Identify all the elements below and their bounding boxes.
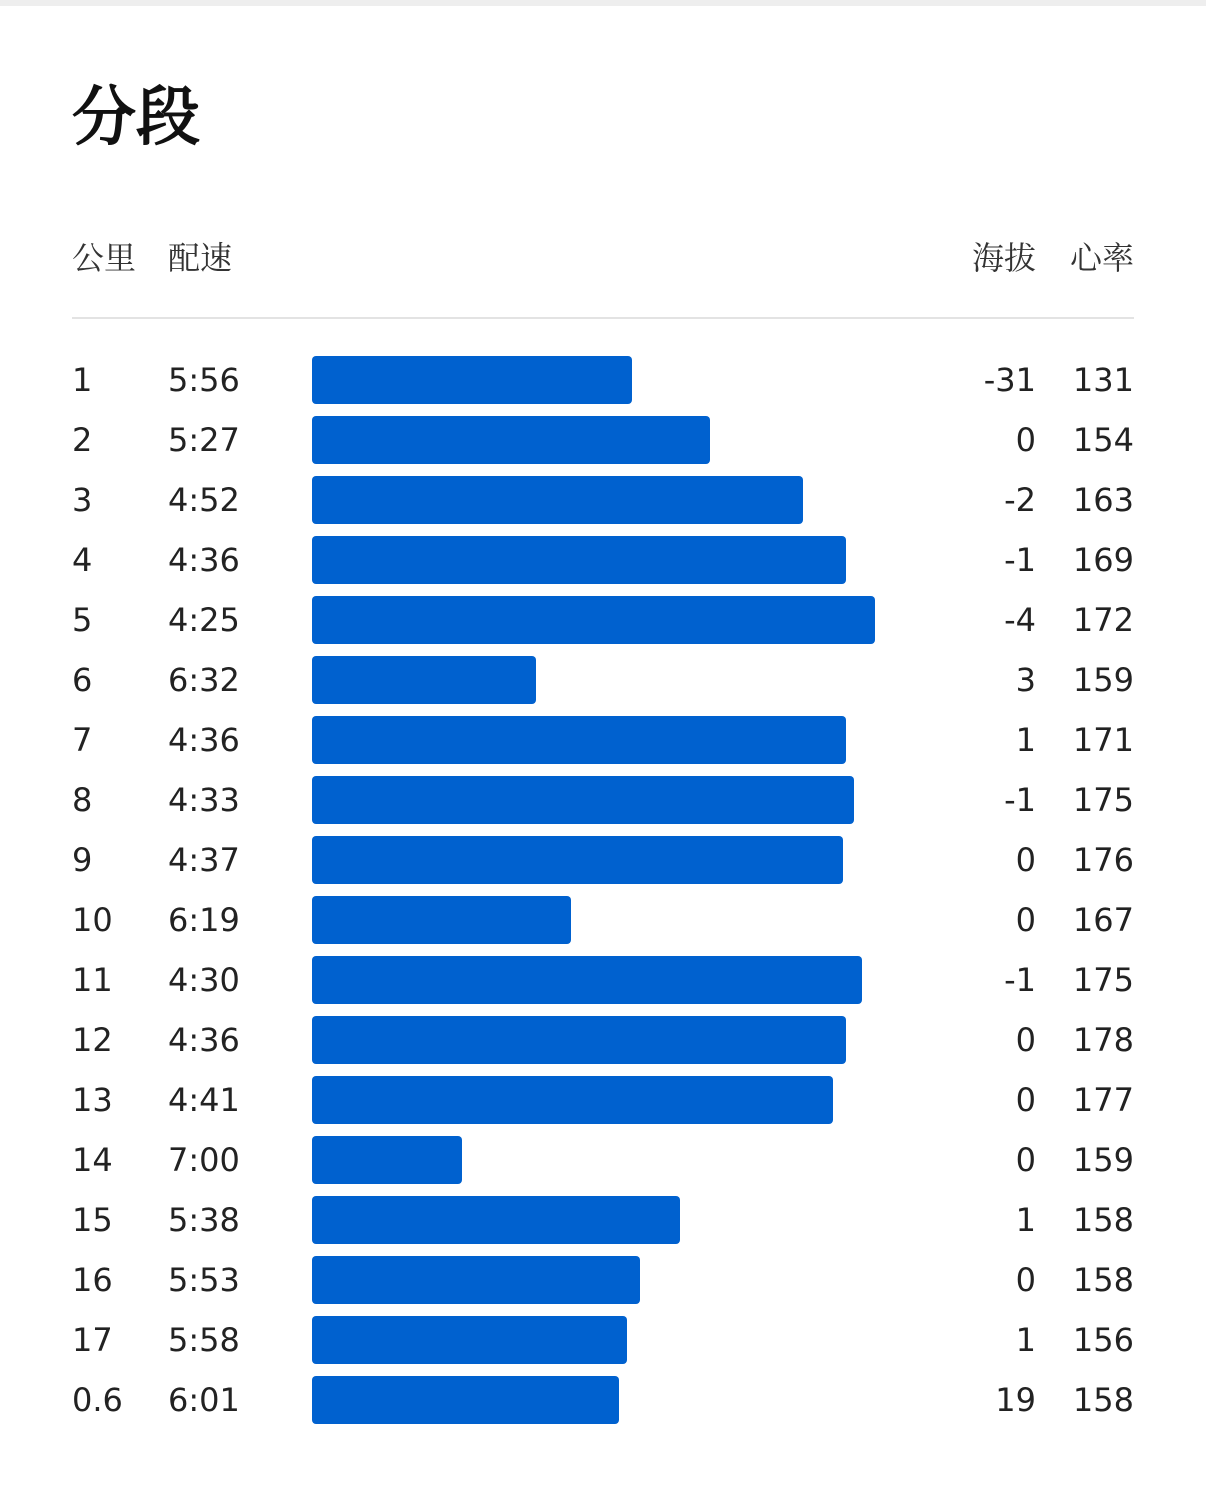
split-heart-rate: 178: [1072, 1021, 1134, 1059]
split-km: 5: [72, 601, 93, 639]
split-km: 11: [72, 961, 113, 999]
split-elevation: 0: [1015, 1141, 1036, 1179]
pace-bar: [312, 596, 875, 644]
split-row: [72, 1070, 1134, 1130]
pace-bar: [312, 836, 843, 884]
split-elevation: -31: [983, 361, 1036, 399]
split-heart-rate: 175: [1072, 961, 1134, 999]
split-row: [72, 1190, 1134, 1250]
split-row: [72, 1370, 1134, 1430]
split-elevation: 3: [1015, 661, 1036, 699]
pace-bar: [312, 956, 862, 1004]
pace-bar: [312, 1016, 846, 1064]
page-title: 分段: [72, 81, 200, 155]
header-divider: [72, 317, 1134, 319]
header-elevation: 海拔: [971, 239, 1036, 277]
split-elevation: 19: [995, 1381, 1036, 1419]
split-elevation: -1: [1004, 781, 1036, 819]
split-heart-rate: 171: [1072, 721, 1134, 759]
split-km: 9: [72, 841, 93, 879]
split-pace: 4:52: [168, 481, 240, 519]
pace-bar: [312, 1076, 833, 1124]
split-pace: 4:33: [168, 781, 240, 819]
split-row: [72, 890, 1134, 950]
header-km: 公里: [72, 239, 137, 277]
split-heart-rate: 169: [1072, 541, 1134, 579]
split-elevation: 1: [1015, 1321, 1036, 1359]
split-pace: 6:01: [168, 1381, 240, 1419]
split-km: 3: [72, 481, 93, 519]
split-km: 13: [72, 1081, 113, 1119]
split-pace: 7:00: [168, 1141, 240, 1179]
split-pace: 5:38: [168, 1201, 240, 1239]
split-row: [72, 350, 1134, 410]
split-elevation: -1: [1004, 961, 1036, 999]
split-pace: 5:27: [168, 421, 240, 459]
split-pace: 5:58: [168, 1321, 240, 1359]
split-elevation: 0: [1015, 1261, 1036, 1299]
split-pace: 5:53: [168, 1261, 240, 1299]
pace-bar: [312, 536, 846, 584]
splits-table-header: [72, 236, 1134, 280]
split-row: [72, 1250, 1134, 1310]
split-pace: 4:25: [168, 601, 240, 639]
split-km: 0.6: [72, 1381, 123, 1419]
split-heart-rate: 163: [1072, 481, 1134, 519]
split-heart-rate: 175: [1072, 781, 1134, 819]
split-heart-rate: 159: [1072, 1141, 1134, 1179]
split-heart-rate: 167: [1072, 901, 1134, 939]
split-km: 7: [72, 721, 93, 759]
split-heart-rate: 176: [1072, 841, 1134, 879]
split-heart-rate: 156: [1072, 1321, 1134, 1359]
pace-bar: [312, 776, 854, 824]
split-row: [72, 830, 1134, 890]
split-heart-rate: 158: [1072, 1381, 1134, 1419]
split-heart-rate: 131: [1072, 361, 1134, 399]
split-row: [72, 410, 1134, 470]
split-elevation: 0: [1015, 1081, 1036, 1119]
split-elevation: 0: [1015, 841, 1036, 879]
split-elevation: -1: [1004, 541, 1036, 579]
split-km: 8: [72, 781, 93, 819]
split-km: 2: [72, 421, 93, 459]
split-pace: 4:30: [168, 961, 240, 999]
split-pace: 6:32: [168, 661, 240, 699]
top-strip: [0, 0, 1206, 6]
split-elevation: 0: [1015, 421, 1036, 459]
split-row: [72, 1310, 1134, 1370]
split-row: [72, 1010, 1134, 1070]
split-heart-rate: 159: [1072, 661, 1134, 699]
split-km: 15: [72, 1201, 113, 1239]
pace-bar: [312, 656, 536, 704]
splits-table: [72, 350, 1134, 1430]
split-pace: 4:36: [168, 721, 240, 759]
split-km: 12: [72, 1021, 113, 1059]
header-pace: 配速: [168, 239, 233, 277]
split-km: 1: [72, 361, 93, 399]
split-row: [72, 710, 1134, 770]
split-row: [72, 770, 1134, 830]
pace-bar: [312, 1196, 680, 1244]
pace-bar: [312, 1316, 627, 1364]
pace-bar: [312, 716, 846, 764]
split-row: [72, 950, 1134, 1010]
split-km: 14: [72, 1141, 113, 1179]
split-heart-rate: 158: [1072, 1261, 1134, 1299]
split-row: [72, 530, 1134, 590]
split-pace: 4:37: [168, 841, 240, 879]
split-pace: 4:41: [168, 1081, 240, 1119]
split-km: 4: [72, 541, 93, 579]
split-row: [72, 590, 1134, 650]
split-km: 16: [72, 1261, 113, 1299]
split-km: 17: [72, 1321, 113, 1359]
split-heart-rate: 154: [1072, 421, 1134, 459]
split-pace: 5:56: [168, 361, 240, 399]
split-elevation: 0: [1015, 901, 1036, 939]
split-elevation: 1: [1015, 1201, 1036, 1239]
split-row: [72, 470, 1134, 530]
split-heart-rate: 158: [1072, 1201, 1134, 1239]
pace-bar: [312, 356, 632, 404]
pace-bar: [312, 1256, 640, 1304]
split-row: [72, 650, 1134, 710]
pace-bar: [312, 1136, 462, 1184]
split-km: 10: [72, 901, 113, 939]
split-elevation: -2: [1004, 481, 1036, 519]
split-pace: 4:36: [168, 541, 240, 579]
pace-bar: [312, 416, 710, 464]
split-row: [72, 1130, 1134, 1190]
split-elevation: -4: [1004, 601, 1036, 639]
pace-bar: [312, 1376, 619, 1424]
pace-bar: [312, 896, 571, 944]
split-elevation: 0: [1015, 1021, 1036, 1059]
split-km: 6: [72, 661, 93, 699]
header-heart-rate: 心率: [1069, 239, 1134, 277]
pace-bar: [312, 476, 803, 524]
split-heart-rate: 177: [1072, 1081, 1134, 1119]
split-elevation: 1: [1015, 721, 1036, 759]
split-pace: 6:19: [168, 901, 240, 939]
split-pace: 4:36: [168, 1021, 240, 1059]
split-heart-rate: 172: [1072, 601, 1134, 639]
